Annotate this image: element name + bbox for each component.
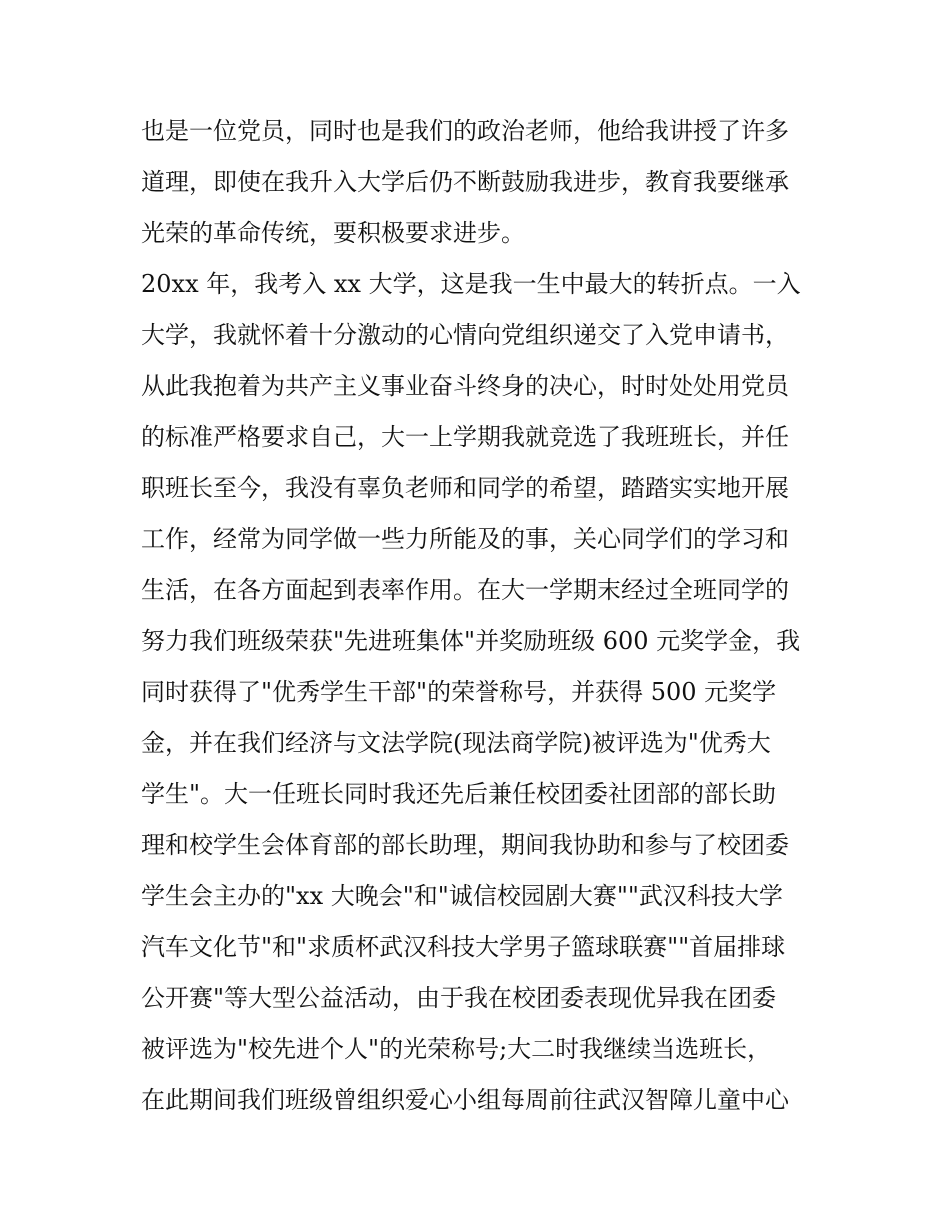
text-line: 的标准严格要求自己，大一上学期我就竞选了我班班长，并任 [141, 423, 789, 451]
text-line: 理和校学生会体育部的部长助理，期间我协助和参与了校团委 [141, 831, 789, 859]
text-line: 工作，经常为同学做一些力所能及的事，关心同学们的学习和 [141, 525, 789, 553]
text-line: 大学，我就怀着十分激动的心情向党组织递交了入党申请书， [141, 321, 789, 349]
text-line: 光荣的革命传统，要积极要求进步。 [141, 219, 525, 247]
text-line: 学生会主办的"xx 大晚会"和"诚信校园剧大赛""武汉科技大学 [141, 882, 783, 910]
text-line: 从此我抱着为共产主义事业奋斗终身的决心，时时处处用党员 [141, 372, 789, 400]
text-line: 20xx 年，我考入 xx 大学，这是我一生中最大的转折点。一入 [141, 270, 801, 298]
text-line: 道理，即使在我升入大学后仍不断鼓励我进步，教育我要继承 [141, 168, 789, 196]
text-line: 生活，在各方面起到表率作用。在大一学期末经过全班同学的 [141, 576, 789, 604]
text-line: 公开赛"等大型公益活动，由于我在校团委表现优异我在团委 [141, 984, 777, 1012]
text-line: 被评选为"校先进个人"的光荣称号;大二时我继续当选班长， [141, 1035, 772, 1063]
text-line: 努力我们班级荣获"先进班集体"并奖励班级 600 元奖学金，我 [141, 627, 801, 655]
text-line: 汽车文化节"和"求质杯武汉科技大学男子篮球联赛""首届排球 [141, 933, 786, 961]
text-line: 金，并在我们经济与文法学院(现法商学院)被评选为"优秀大 [141, 729, 771, 757]
text-line: 同时获得了"优秀学生干部"的荣誉称号，并获得 500 元奖学 [141, 678, 777, 706]
text-line: 职班长至今，我没有辜负老师和同学的希望，踏踏实实地开展 [141, 474, 789, 502]
text-line: 在此期间我们班级曾组织爱心小组每周前往武汉智障儿童中心 [141, 1086, 789, 1114]
body-text [141, 106, 821, 1126]
text-line: 也是一位党员，同时也是我们的政治老师，他给我讲授了许多 [141, 117, 789, 145]
text-line: 学生"。大一任班长同时我还先后兼任校团委社团部的部长助 [141, 780, 777, 808]
